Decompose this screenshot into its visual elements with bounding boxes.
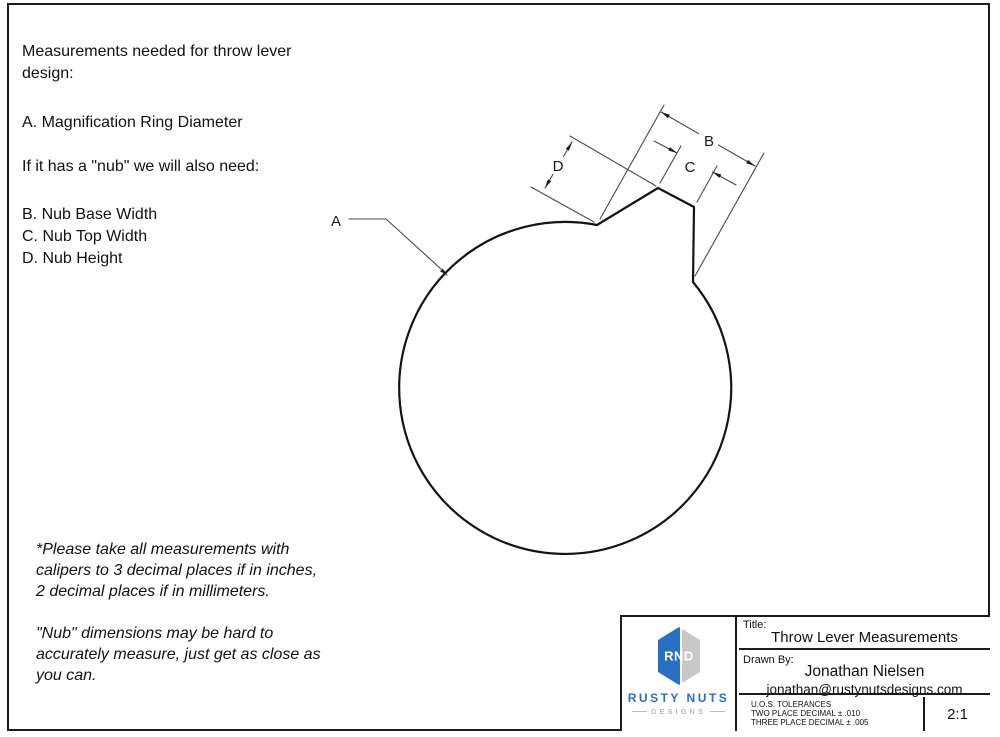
dim-d-arrow-top — [566, 142, 572, 151]
dim-label-a: A — [330, 213, 342, 230]
logo-company-text: RUSTY NUTS — [627, 691, 730, 705]
tolerance-scale-row — [739, 697, 990, 731]
note-nub-items: B. Nub Base Width C. Nub Top Width D. Nub Height — [22, 206, 158, 267]
drawn-by-name: Jonathan Nielsen — [804, 663, 925, 680]
title-block-right — [739, 617, 990, 731]
dim-b-ext-right — [695, 153, 764, 276]
note-intro: Measurements needed for throw lever design: — [22, 43, 292, 82]
logo-cell — [622, 617, 737, 731]
scale-cell: 2:1 — [947, 705, 968, 723]
dim-label-b: B — [703, 133, 715, 150]
logo-dash-left — [632, 711, 647, 712]
dim-b-arrow-left — [661, 112, 670, 118]
drawn-by-row — [739, 652, 990, 695]
logo-dash-right — [710, 711, 725, 712]
dim-d-ext-bottom — [531, 187, 594, 222]
dim-b-ext-left — [600, 105, 664, 219]
note-nub-intro: If it has a "nub" we will also need: — [22, 158, 260, 175]
dim-c-arrow-right — [713, 172, 722, 178]
drawn-by-email: jonathan@rustynutsdesigns.com — [766, 682, 963, 697]
note-footnote-nub: "Nub" dimensions may be hard to accurately measure, just get as close as you can. — [36, 625, 321, 684]
logo-monogram: RND — [663, 648, 694, 664]
ring-outline — [399, 222, 731, 554]
dim-c-ext-left — [660, 146, 681, 183]
nub-outline — [597, 188, 694, 282]
dim-d-arrow-bottom — [545, 179, 551, 188]
rnd-logo — [655, 627, 703, 685]
logo-tagline-text: DESIGNS — [651, 707, 706, 716]
note-footnote-calipers: *Please take all measurements with calipers to 3 decimal places if in inches, 2 decimal places if in millimeters. — [36, 541, 318, 600]
dim-d-ext-top — [570, 136, 656, 186]
dim-label-c: C — [684, 159, 696, 176]
title-row — [739, 617, 990, 650]
title-label: Title: — [743, 619, 767, 631]
title-block — [620, 615, 990, 731]
leader-a-line — [349, 219, 441, 269]
dim-c-arrow-left — [668, 147, 677, 153]
dim-c-ext-right — [697, 166, 717, 202]
note-item-a: A. Magnification Ring Diameter — [22, 114, 243, 131]
drawing-title: Throw Lever Measurements — [771, 629, 958, 646]
dim-b-arrow-right — [746, 160, 755, 166]
dim-label-d: D — [552, 158, 564, 175]
drawn-by-label: Drawn By: — [743, 654, 794, 666]
logo-tagline-row — [632, 707, 725, 716]
tolerances-cell: U.O.S. TOLERANCES TWO PLACE DECIMAL ± .010 THREE PLACE DECIMAL ± .005 — [739, 697, 925, 731]
